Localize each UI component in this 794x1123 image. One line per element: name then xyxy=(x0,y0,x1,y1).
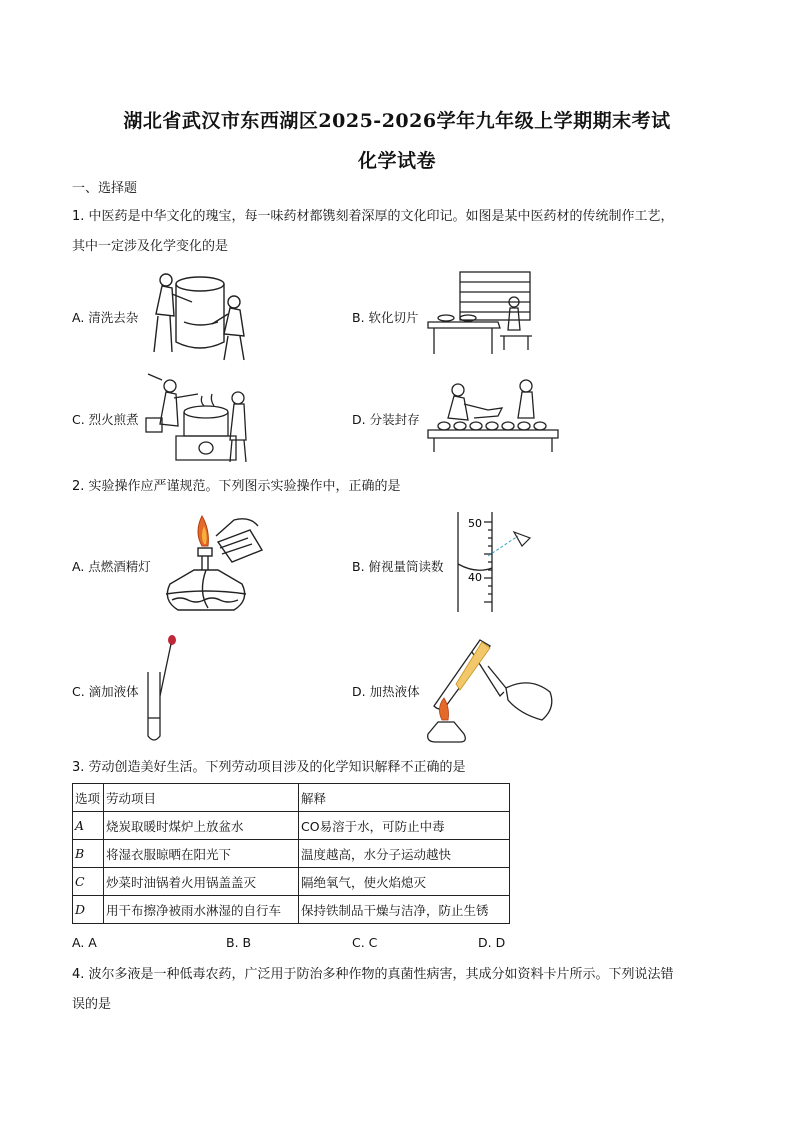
q2-option-a: A. 点燃酒精灯 xyxy=(72,559,151,574)
table-cell-option: D xyxy=(73,896,104,924)
q3-table xyxy=(72,783,510,924)
table-cell-task: 炒菜时油锅着火用锅盖盖灭 xyxy=(104,868,299,896)
q1-stem-line2: 其中一定涉及化学变化的是 xyxy=(72,239,229,254)
table-header-cell: 解释 xyxy=(299,784,510,812)
table-cell-option: B xyxy=(73,840,104,868)
graduated-cylinder-illustration xyxy=(448,508,538,618)
q3-answer-b: B. B xyxy=(226,935,252,950)
table-row xyxy=(73,868,510,896)
cylinder-label-50: 50 xyxy=(468,517,482,530)
table-cell-explanation: 隔绝氧气，使火焰熄灭 xyxy=(299,868,510,896)
q3-answer-a: A. A xyxy=(72,935,97,950)
table-cell-option: C xyxy=(73,868,104,896)
exam-title: 湖北省武汉市东西湖区2025-2026学年九年级上学期期末考试 xyxy=(123,110,671,132)
table-header-cell: 劳动项目 xyxy=(104,784,299,812)
packaging-illustration xyxy=(428,378,560,454)
q3-stem: 3. 劳动创造美好生活。下列劳动项目涉及的化学知识解释不正确的是 xyxy=(72,760,466,775)
section-heading: 一、选择题 xyxy=(72,181,138,196)
q3-answer-d: D. D xyxy=(478,935,506,950)
table-cell-task: 将湿衣服晾晒在阳光下 xyxy=(104,840,299,868)
table-row xyxy=(73,896,510,924)
table-row xyxy=(73,812,510,840)
q1-option-a: A. 清洗去杂 xyxy=(72,310,139,325)
q2-option-b: B. 俯视量筒读数 xyxy=(352,559,444,574)
q1-option-d: D. 分装封存 xyxy=(352,412,420,427)
table-row xyxy=(73,840,510,868)
q1-option-b: B. 软化切片 xyxy=(352,310,419,325)
table-header-cell: 选项 xyxy=(73,784,104,812)
washing-illustration xyxy=(148,262,253,362)
q3-answer-c: C. C xyxy=(352,935,378,950)
exam-subtitle: 化学试卷 xyxy=(357,150,436,172)
q1-stem-line1: 1. 中医药是中华文化的瑰宝，每一味药材都镌刻着深厚的文化印记。如图是某中医药材的传统制作工艺， xyxy=(72,209,674,224)
q4-stem-line1: 4. 波尔多液是一种低毒农药，广泛用于防治多种作物的真菌性病害，其成分如资料卡片所示。下列说法错 xyxy=(72,967,674,982)
table-cell-explanation: 温度越高，水分子运动越快 xyxy=(299,840,510,868)
heating-liquid-illustration xyxy=(420,636,560,744)
slicing-illustration xyxy=(428,270,538,358)
table-cell-explanation: 保持铁制品干燥与洁净，防止生锈 xyxy=(299,896,510,924)
cylinder-label-40: 40 xyxy=(468,571,482,584)
table-cell-explanation: CO易溶于水，可防止中毒 xyxy=(299,812,510,840)
q4-stem-line2: 误的是 xyxy=(72,997,112,1012)
decoction-illustration xyxy=(142,374,252,466)
q2-option-d: D. 加热液体 xyxy=(352,684,420,699)
table-cell-task: 用干布擦净被雨水淋湿的自行车 xyxy=(104,896,299,924)
alcohol-lamp-illustration xyxy=(158,512,268,616)
table-header-row xyxy=(73,784,510,812)
table-cell-option: A xyxy=(73,812,104,840)
q1-option-c: C. 烈火煎煮 xyxy=(72,412,139,427)
q2-stem: 2. 实验操作应严谨规范。下列图示实验操作中，正确的是 xyxy=(72,479,401,494)
table-cell-task: 烧炭取暖时煤炉上放盆水 xyxy=(104,812,299,840)
q2-option-c: C. 滴加液体 xyxy=(72,684,139,699)
dropper-illustration xyxy=(144,632,184,748)
